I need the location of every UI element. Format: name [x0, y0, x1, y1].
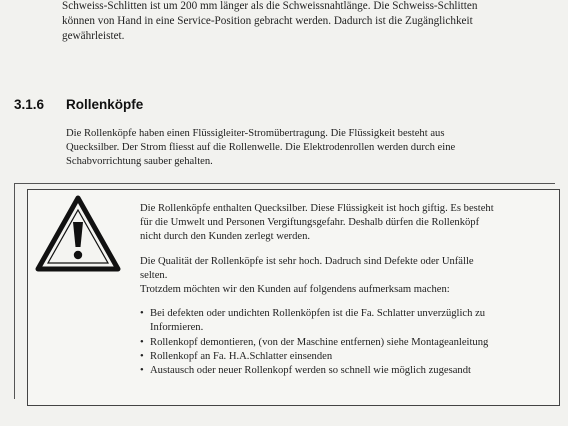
warning-triangle-icon: [35, 195, 121, 273]
warning-p2-line-1: Die Qualität der Rollenköpfe ist sehr hoch. Dadruch sind Defekte oder Unfälle: [140, 255, 474, 267]
warning-p2-line-3: Trotzdem möchten wir den Kunden auf folgendens aufmerksam machen:: [140, 284, 450, 296]
bullet-4-line-1: • Austausch oder neuer Rollenkopf werden so schnell wie möglich zugesandt: [150, 365, 471, 377]
spacer: [140, 297, 550, 307]
section-title: Rollenköpfe: [66, 97, 144, 112]
spacer: [140, 245, 550, 255]
list-item: [140, 336, 550, 350]
bullet-1-line-1: • Bei defekten oder undichten Rollenköpfen ist die Fa. Schlatter unverzüglich zu: [150, 308, 486, 320]
warning-text: [140, 202, 550, 378]
warning-p2-line-2: selten.: [140, 269, 168, 281]
top-line-3: können von Hand in eine Service-Position gebracht werden. Dadurch ist die Zugänglichkeit: [62, 15, 473, 27]
intro-line-3: Schabvorrichtung sauber gehalten.: [66, 156, 213, 168]
list-item: [140, 307, 550, 335]
intro-line-1: Die Rollenköpfe haben einen Flüssigleiter-Stromübertragung. Die Flüssigkeit besteht aus: [66, 128, 445, 139]
top-line-4: gewährleistet.: [62, 30, 125, 42]
warning-bullet-list: [140, 307, 550, 378]
warning-p1-line-3: nicht durch den Kunden zerlegt werden.: [140, 231, 311, 243]
bullet-2-line-1: • Rollenkopf demontieren, (von der Maschine entfernen) siehe Montageanleitung: [150, 336, 489, 348]
bullet-1-line-2: Informieren.: [150, 322, 204, 334]
bullet-3-line-1: • Rollenkopf an Fa. H.A.Schlatter einsenden: [150, 350, 333, 362]
list-item: [140, 364, 550, 378]
intro-paragraph: [66, 127, 546, 170]
warning-p1-line-1: Die Rollenköpfe enthalten Quecksilber. Diese Flüssigkeit ist hoch giftig. Es besteht: [140, 203, 494, 214]
intro-line-2: Quecksilber. Der Strom fliesst auf die Rollenwelle. Die Elektrodenrollen werden durch eine: [66, 142, 456, 154]
warning-p1-line-2: für die Umwelt und Personen Vergiftungsgefahr. Deshalb dürfen die Rollenköpf: [140, 217, 480, 229]
section-number: 3.1.6: [14, 97, 45, 112]
top-line-2: Schweiss-Schlitten ist um 200 mm länger als die Schweissnahtlänge. Die Schweiss-Schlitten: [62, 0, 478, 12]
list-item: [140, 350, 550, 364]
top-paragraph: [62, 0, 562, 44]
